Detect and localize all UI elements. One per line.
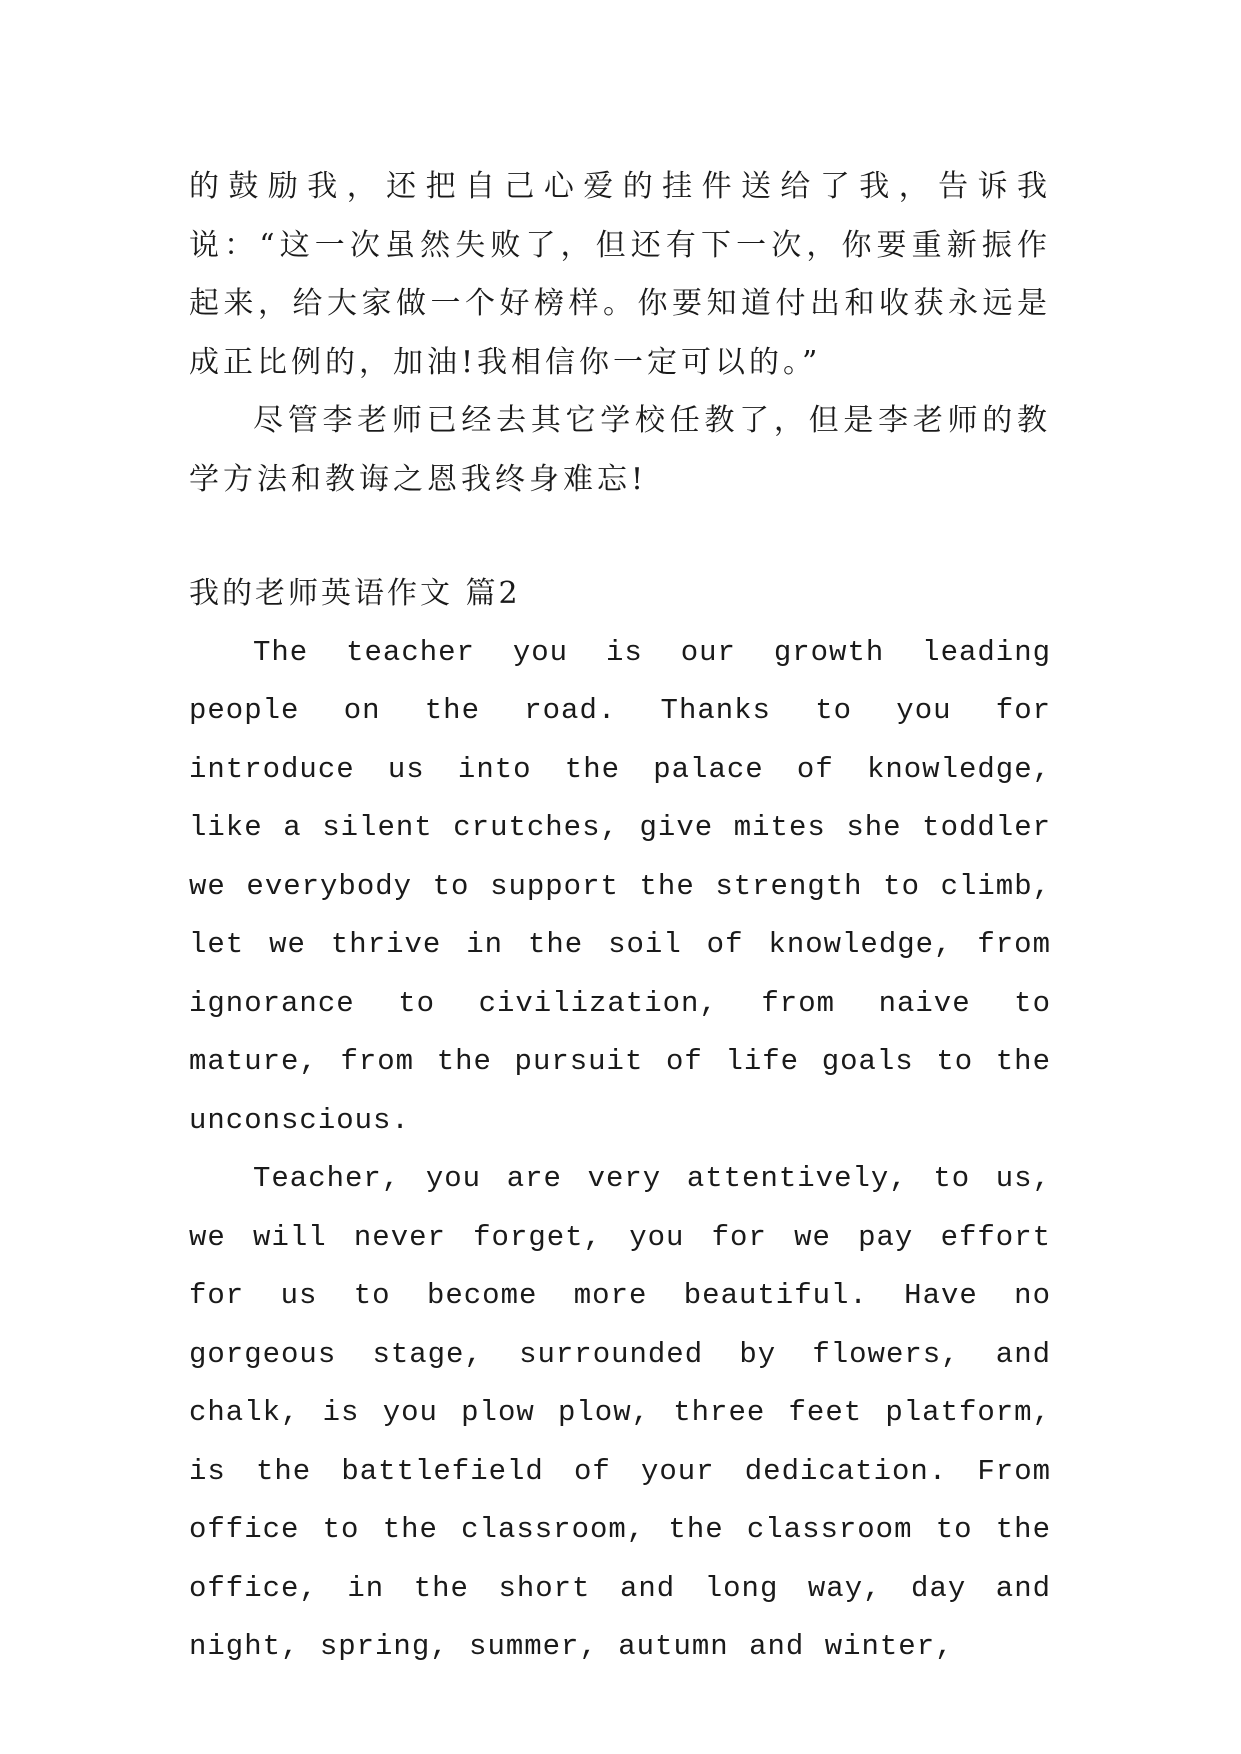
paragraph-closing: 尽管李老师已经去其它学校任教了，但是李老师的教学方法和教诲之恩我终身难忘! [189, 403, 1051, 497]
paragraph-continued: 的鼓励我，还把自己心爱的挂件送给了我，告诉我说：“这一次虽然失败了，但还有下一次，你要重新振作起来，给大家做一个好榜样。你要知道付出和收获永远是成正比例的，加油!我相信你一定可以的。” [189, 169, 1051, 380]
section-spacer [189, 509, 1051, 565]
section-heading: 我的老师英语作文 篇2 [189, 576, 521, 611]
text-column [189, 158, 1051, 1677]
paragraph-english-2: Teacher, you are very attentively, to us, we will never forget, you for we pay effort for us to become more beautiful. Have no gorgeous stage, surrounded by flowers, and chalk, is you plow plow, three feet platform, is the battlefield of your dedication. From office to the classroom, the classroom to the office, in the short and long way, day and night, spring, summer, autumn and winter, [189, 1162, 1051, 1663]
paragraph-english-1: The teacher you is our growth leading people on the road. Thanks to you for introduce us into the palace of knowledge, like a silent crutches, give mites she toddler we everybody to support the strength to climb, let we thrive in the soil of knowledge, from ignorance to civilization, from naive to mature, from the pursuit of life goals to the unconscious. [189, 635, 1051, 1137]
